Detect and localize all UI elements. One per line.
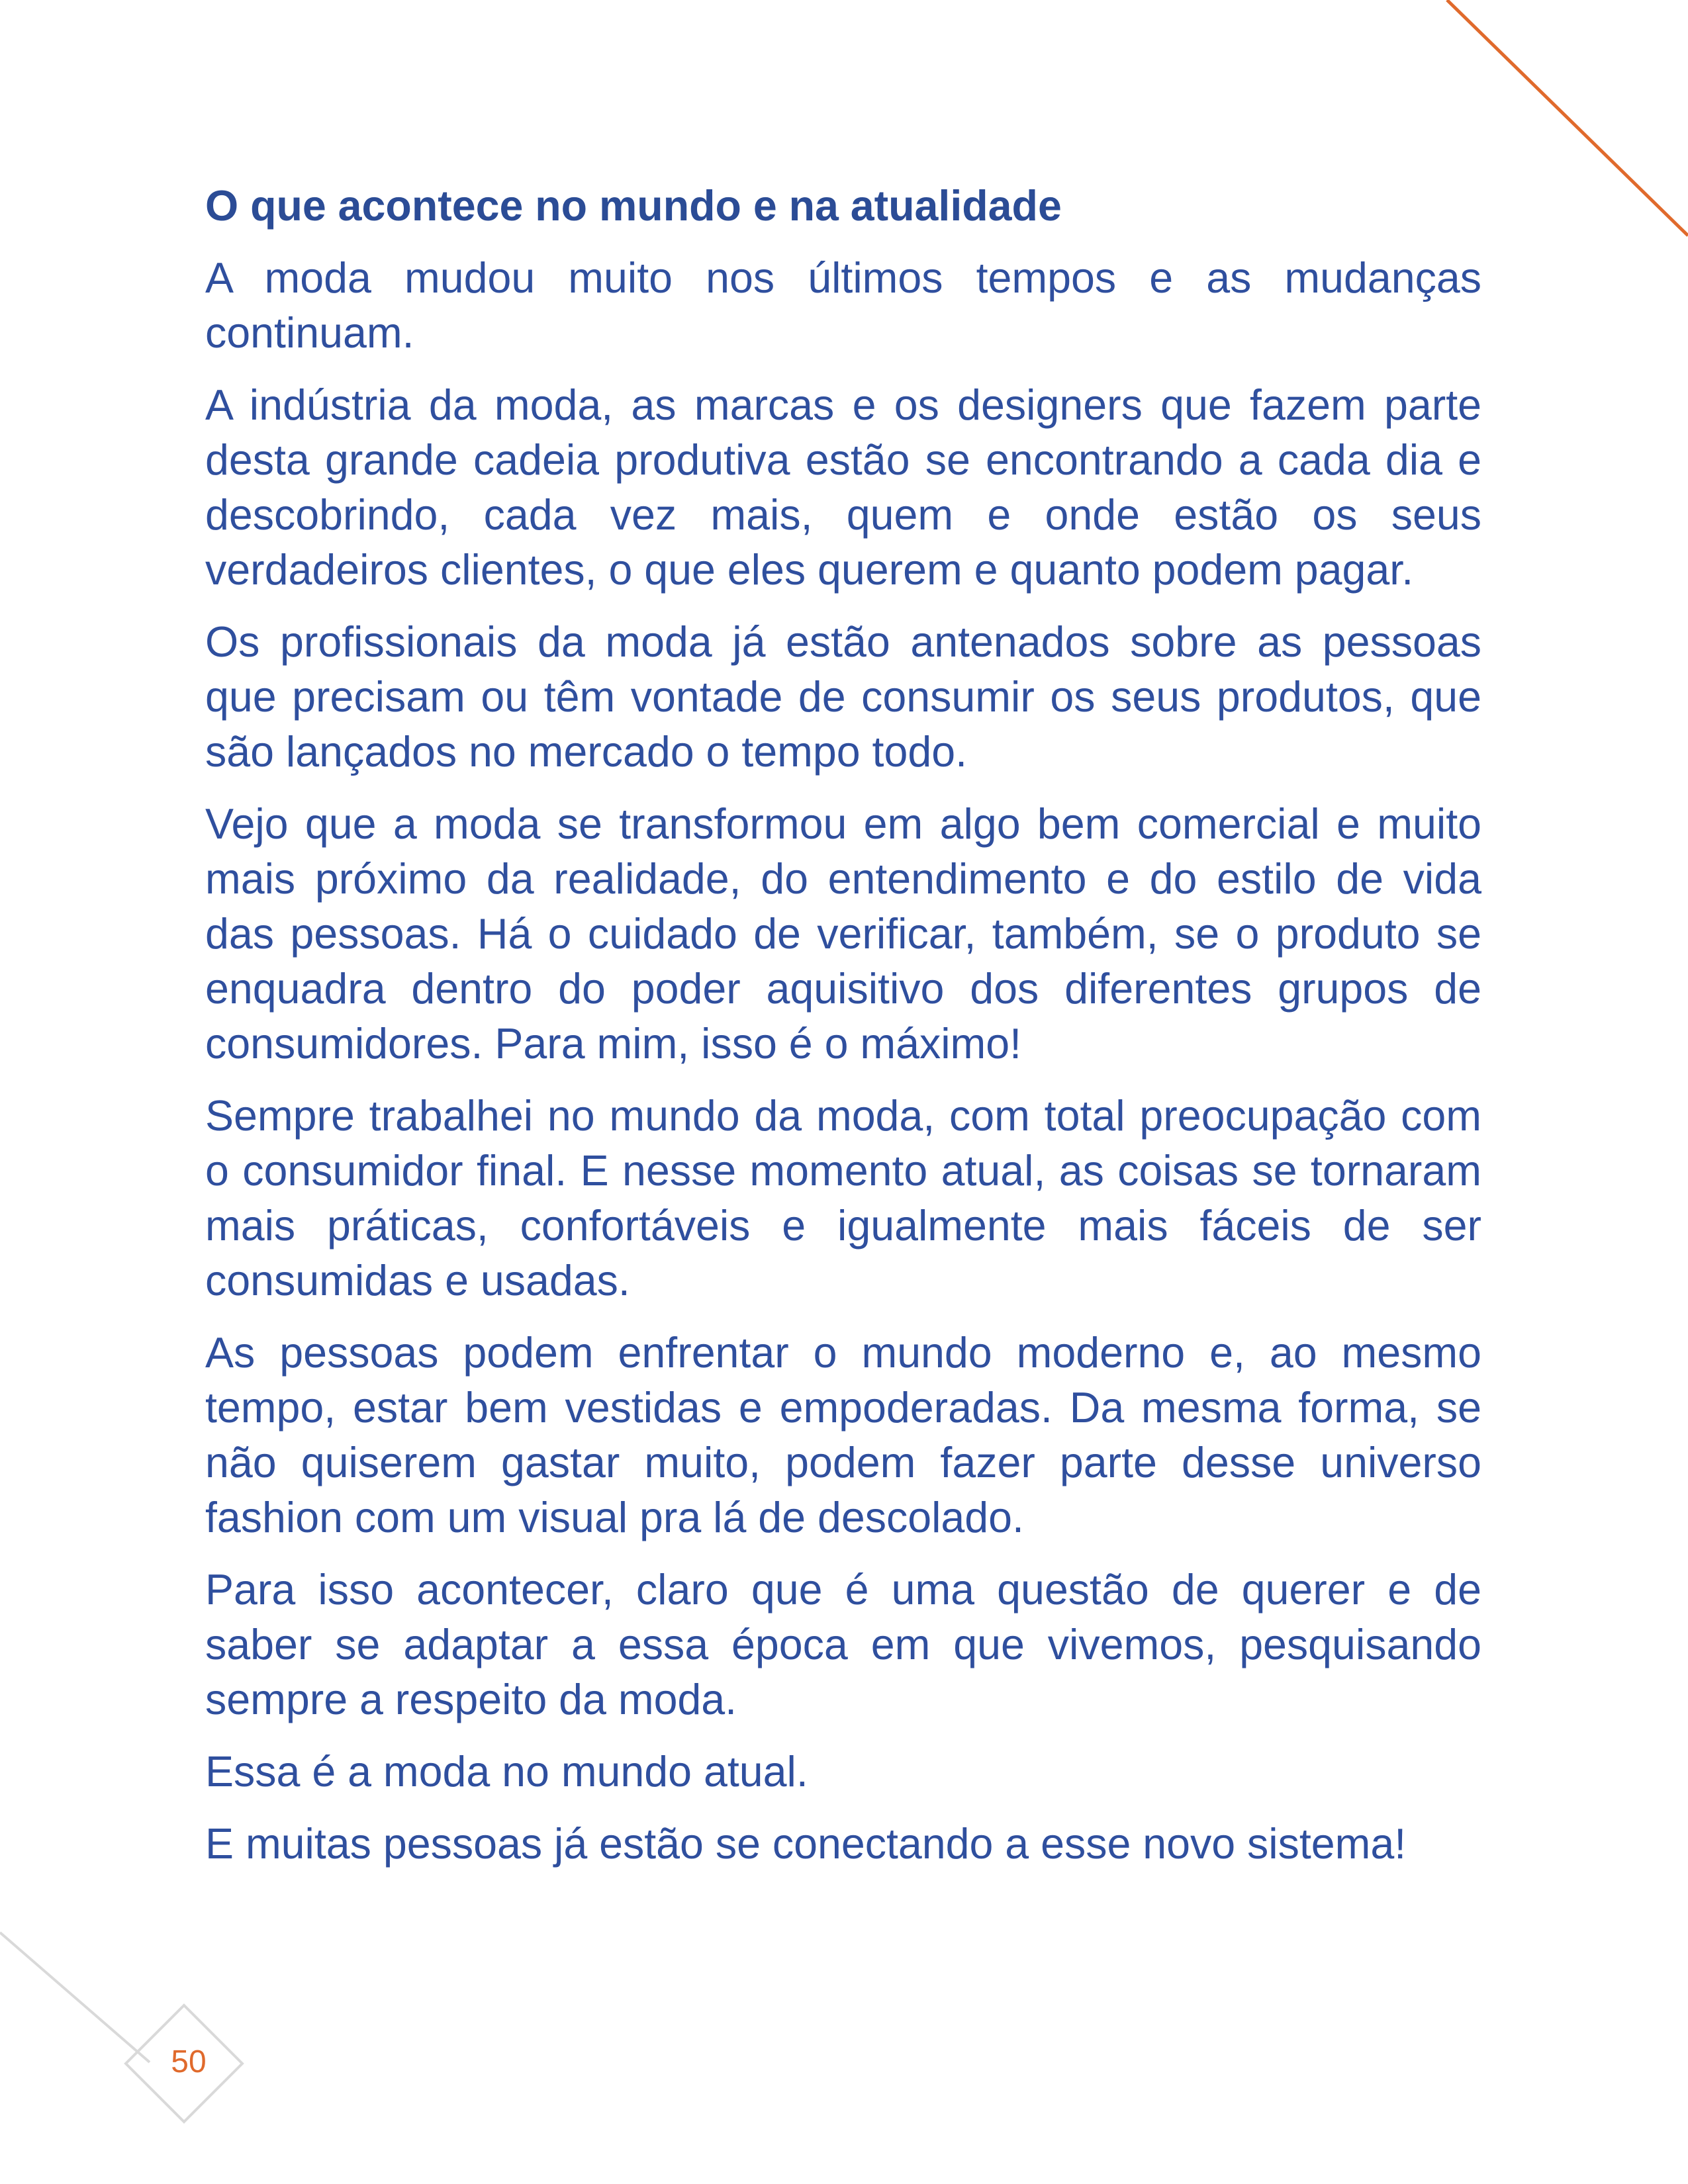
paragraph: A moda mudou muito nos últimos tempos e as mudanças continuam. bbox=[205, 254, 1481, 357]
paragraph: As pessoas podem enfrentar o mundo moderno e, ao mesmo tempo, estar bem vestidas e empoderadas. Da mesma forma, se não quiserem gastar muito, podem fazer parte desse universo fashion com um visual pra lá de descolado. bbox=[205, 1329, 1481, 1541]
gray-corner-line bbox=[0, 1933, 150, 2062]
paragraph: Sempre trabalhei no mundo da moda, com total preocupação com o consumidor final. E nesse momento atual, as coisas se tornaram mais práticas, confortáveis e igualmente mais fáceis de ser consumidas e usadas. bbox=[205, 1092, 1481, 1304]
paragraph: A indústria da moda, as marcas e os designers que fazem parte desta grande cadeia produtiva estão se encontrando a cada dia e descobrindo, cada vez mais, quem e onde estão os seus verdadeiros clientes, o que eles querem e quanto podem pagar. bbox=[205, 381, 1481, 594]
paragraph: Os profissionais da moda já estão antenados sobre as pessoas que precisam ou têm vontade de consumir os seus produtos, que são lançados no mercado o tempo todo. bbox=[205, 618, 1481, 776]
orange-corner-line bbox=[1447, 0, 1688, 236]
page-number: 50 bbox=[171, 2044, 207, 2079]
article-body bbox=[205, 179, 1481, 1889]
paragraph: Para isso acontecer, claro que é uma questão de querer e de saber se adaptar a essa época em que vivemos, pesquisando sempre a respeito da moda. bbox=[205, 1566, 1481, 1723]
paragraph: Essa é a moda no mundo atual. bbox=[205, 1748, 808, 1796]
section-title: O que acontece no mundo e na atualidade bbox=[205, 182, 1062, 230]
paragraph: Vejo que a moda se transformou em algo bem comercial e muito mais próximo da realidade, do entendimento e do estilo de vida das pessoas. Há o cuidado de verificar, também, se o produto se enquadra dentro do poder aquisitivo dos diferentes grupos de consumidores. Para mim, isso é o máximo! bbox=[205, 800, 1481, 1068]
paragraph: E muitas pessoas já estão se conectando a esse novo sistema! bbox=[205, 1820, 1407, 1868]
